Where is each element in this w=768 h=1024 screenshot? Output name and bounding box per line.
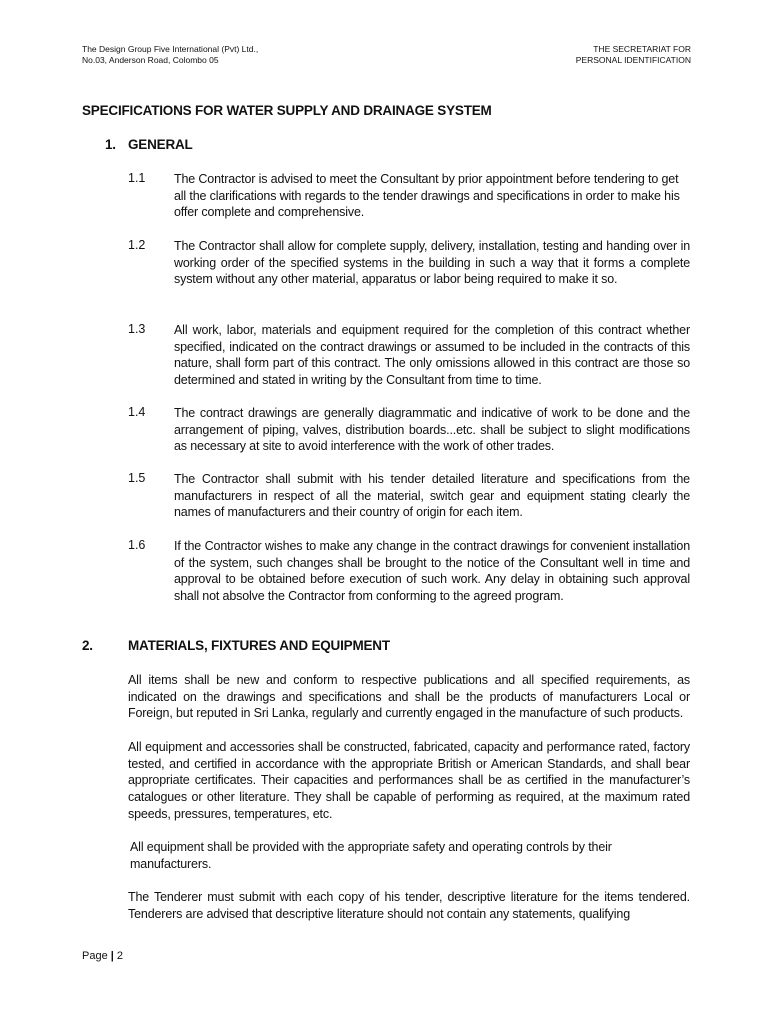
clause-text: All work, labor, materials and equipment required for the completion of this contract whether specified, indicated on the contract drawings or assumed to be included in the contracts of this nature, shall form part of this contract. The only omissions allowed in this contract are those so determined and stated in writing by the Consultant from time to time. — [174, 323, 690, 388]
company-name: The Design Group Five International (Pvt) Ltd., — [82, 44, 259, 54]
clause-number: 1.2 — [128, 238, 146, 252]
section-2-number: 2. — [82, 638, 93, 653]
page-footer — [82, 950, 123, 962]
page-header-left — [82, 44, 258, 66]
section-2-heading: MATERIALS, FIXTURES AND EQUIPMENT — [128, 638, 390, 653]
page-separator: | — [110, 950, 114, 962]
clause-number: 1.6 — [128, 538, 146, 552]
company-address: No.03, Anderson Road, Colombo 05 — [82, 55, 219, 65]
clause-number: 1.1 — [128, 171, 146, 185]
client-line1: THE SECRETARIAT FOR — [593, 44, 691, 54]
section-paragraph: All items shall be new and conform to respective publications and all specified requirements, as indicated on the drawings and specifications and shall be the products of manufacturers Local or Foreign, but reputed in Sri Lanka, regularly and currently engaged in the manufacture of such products. — [128, 673, 690, 721]
clause-text: The Contractor shall submit with his tender detailed literature and specifications from the manufacturers in respect of all the material, switch gear and equipment stating clearly the names of manufacturers and their country of origin for each item. — [174, 472, 690, 520]
page-label: Page — [82, 950, 108, 962]
clause-number: 1.4 — [128, 405, 146, 419]
page-header-right — [576, 44, 691, 66]
page-number: 2 — [116, 950, 124, 962]
clause-number: 1.3 — [128, 322, 146, 336]
section-1-number: 1. — [105, 137, 116, 152]
section-paragraph: All equipment shall be provided with the appropriate safety and operating controls by their manufacturers. — [130, 840, 612, 871]
section-paragraph: All equipment and accessories shall be constructed, fabricated, capacity and performance rated, factory tested, and certified in accordance with the appropriate British or American Standards, and shall bear appropriate certificates. Their capacities and performances shall be as certified in the manufacturer’s catalogues or other literature. They shall be capable of performing as required, at the maximum rated speeds, pressures, temperatures, etc. — [128, 740, 690, 821]
clause-text: The contract drawings are generally diagrammatic and indicative of work to be done and the arrangement of piping, valves, distribution boards...etc. shall be subject to slight modifications as necessary at site to avoid interference with the work of other trades. — [174, 406, 690, 454]
clause-text: The Contractor is advised to meet the Consultant by prior appointment before tendering to get all the clarifications with regards to the tender drawings and specifications in order to make his offer complete and comprehensive. — [174, 172, 680, 220]
clause-text: The Contractor shall allow for complete supply, delivery, installation, testing and handing over in working order of the specified systems in the building in such a way that it forms a complete system without any other material, apparatus or labor being required to make it so. — [174, 239, 690, 287]
clause-text: If the Contractor wishes to make any change in the contract drawings for convenient installation of the system, such changes shall be brought to the notice of the Consultant well in time and approval to be obtained before execution of such work. Any delay in obtaining such approval shall not absolve the Contractor from conforming to the agreed program. — [174, 539, 690, 604]
client-line2: PERSONAL IDENTIFICATION — [575, 55, 691, 65]
section-paragraph: The Tenderer must submit with each copy of his tender, descriptive literature for the items tendered. Tenderers are advised that descriptive literature should not contain any statements, qualifying — [128, 890, 690, 921]
section-1-heading: GENERAL — [128, 137, 193, 152]
clause-number: 1.5 — [128, 471, 146, 485]
document-title: SPECIFICATIONS FOR WATER SUPPLY AND DRAINAGE SYSTEM — [82, 103, 492, 118]
